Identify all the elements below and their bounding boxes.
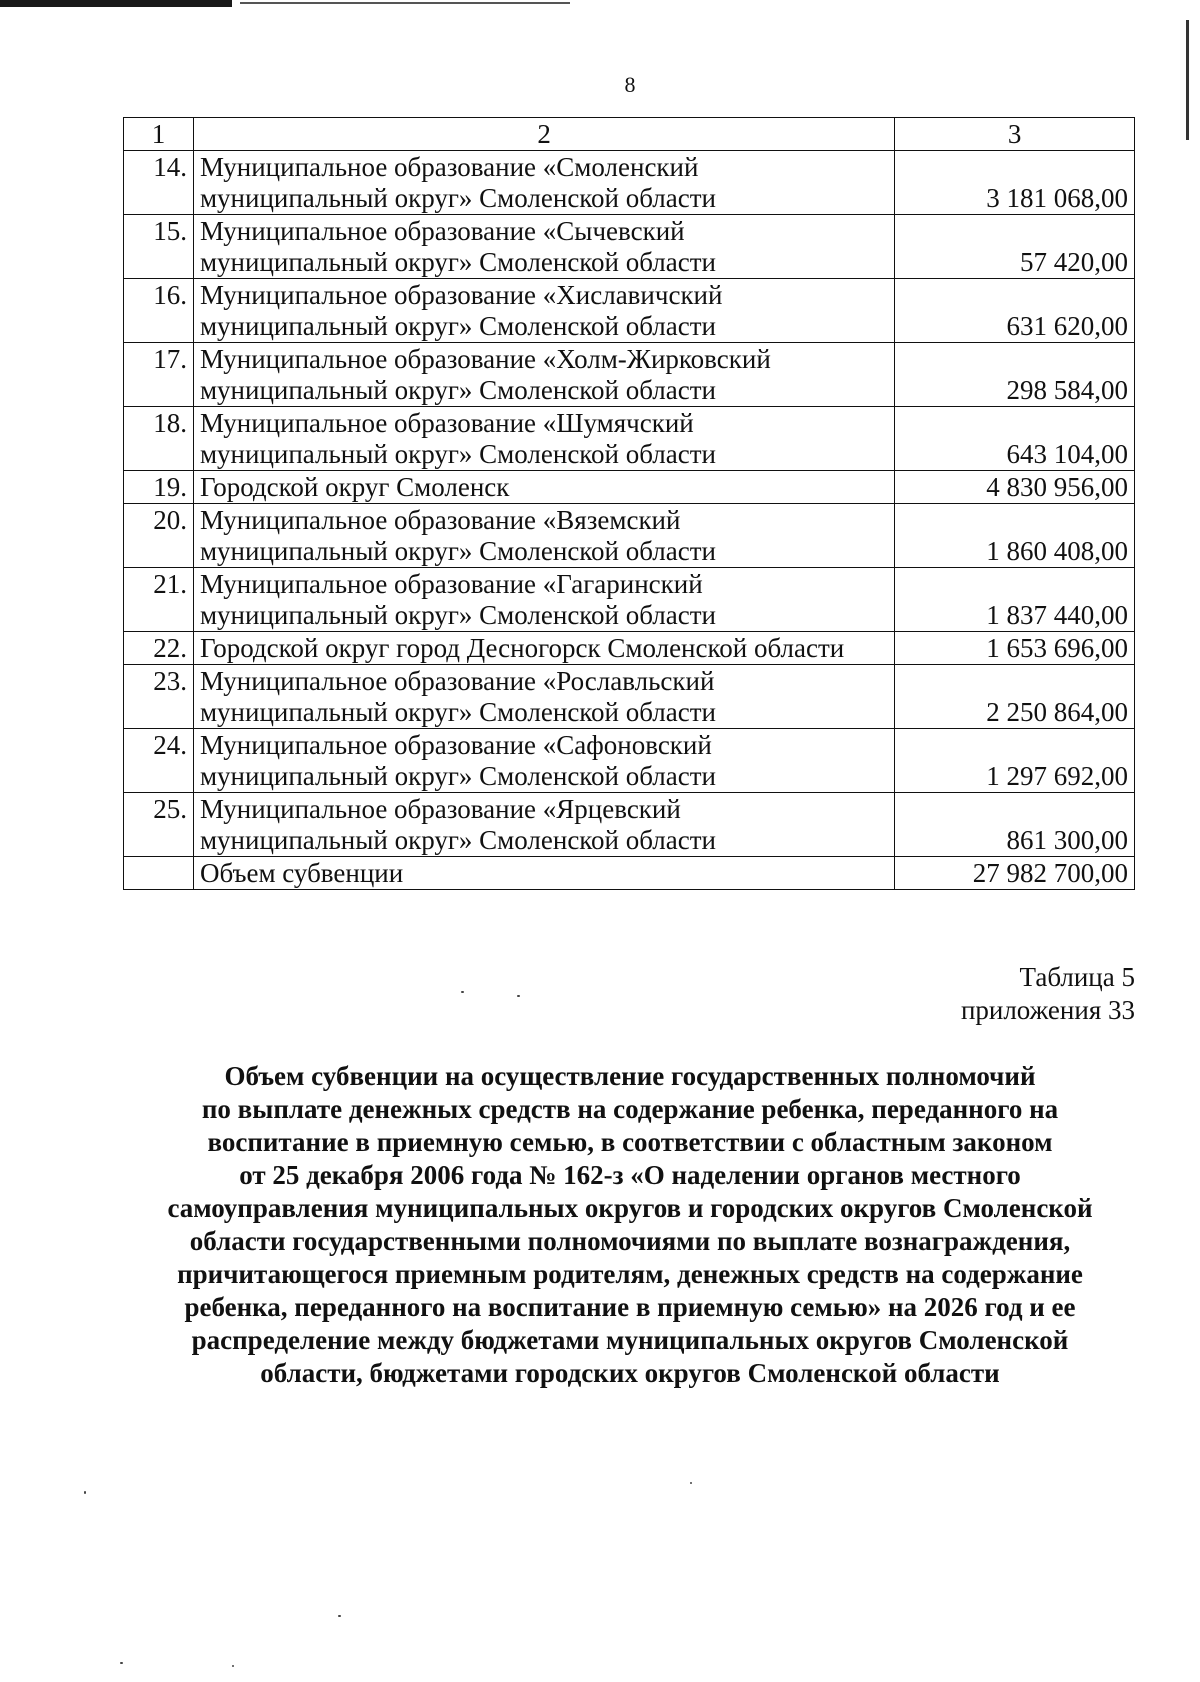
row-number: 23.	[124, 665, 194, 729]
table-row	[124, 504, 1135, 568]
table-row	[124, 279, 1135, 343]
row-number: 19.	[124, 471, 194, 504]
municipality-name-line1: Муниципальное образование «Шумячский	[199, 408, 694, 438]
row-number: 14.	[124, 151, 194, 215]
scan-speck	[690, 1482, 692, 1484]
section-title-line: по выплате денежных средств на содержание ребенка, переданного на	[201, 1094, 1059, 1124]
scan-speck	[461, 991, 464, 993]
municipality-name	[193, 729, 894, 793]
municipality-name-line2: муниципальный округ» Смоленской области	[199, 439, 716, 469]
scan-speck	[517, 995, 520, 997]
subvention-amount: 1 837 440,00	[895, 568, 1135, 632]
subvention-amount: 631 620,00	[895, 279, 1135, 343]
section-title-line: Объем субвенции на осуществление государственных полномочий	[224, 1061, 1036, 1091]
section-title	[120, 1060, 1140, 1390]
section-title-line: ребенка, переданного на воспитание в приемную семью» на 2026 год и ее	[184, 1292, 1076, 1322]
subvention-amount: 57 420,00	[895, 215, 1135, 279]
municipality-name-line1: Муниципальное образование «Вяземский	[199, 505, 681, 535]
subvention-amount: 4 830 956,00	[895, 471, 1135, 504]
municipality-name-line1: Муниципальное образование «Гагаринский	[199, 569, 703, 599]
municipality-name-line1: Муниципальное образование «Рославльский	[199, 666, 715, 696]
municipality-name-line2: муниципальный округ» Смоленской области	[199, 825, 716, 855]
municipality-name	[193, 279, 894, 343]
municipality-name-line2: муниципальный округ» Смоленской области	[199, 375, 716, 405]
table-row	[124, 343, 1135, 407]
municipality-name-line1: Муниципальное образование «Ярцевский	[199, 794, 681, 824]
row-number: 15.	[124, 215, 194, 279]
section-title-line: области государственными полномочиями по выплате вознаграждения,	[189, 1226, 1071, 1256]
section-title-line: причитающегося приемным родителям, денежных средств на содержание	[177, 1259, 1083, 1289]
caption-appendix-number: приложения 33	[960, 995, 1135, 1025]
scan-speck	[120, 1662, 123, 1664]
subvention-table	[123, 117, 1135, 890]
scan-speck	[232, 1665, 234, 1667]
row-number: 20.	[124, 504, 194, 568]
municipality-name	[193, 793, 894, 857]
municipality-name-line1: Городской округ Смоленск	[199, 472, 510, 502]
municipality-name-line1: Муниципальное образование «Сычевский	[199, 216, 685, 246]
row-number: 16.	[124, 279, 194, 343]
row-number: 25.	[124, 793, 194, 857]
subvention-amount: 861 300,00	[895, 793, 1135, 857]
section-title-line: от 25 декабря 2006 года № 162-з «О наделении органов местного	[239, 1160, 1021, 1190]
municipality-name	[193, 151, 894, 215]
scan-speck	[338, 1615, 341, 1617]
section-title-line: области, бюджетами городских округов Смоленской области	[260, 1358, 1000, 1388]
municipality-name	[193, 343, 894, 407]
section-title-line: самоуправления муниципальных округов и городских округов Смоленской	[167, 1193, 1093, 1223]
page-number: 8	[624, 72, 636, 97]
municipality-name	[193, 632, 894, 665]
scan-artifact-top-line	[240, 2, 570, 4]
municipality-name-line2: муниципальный округ» Смоленской области	[199, 536, 716, 566]
municipality-name	[193, 504, 894, 568]
municipality-name	[193, 471, 894, 504]
table-header-row	[124, 118, 1135, 151]
header-cell-2: 2	[193, 118, 894, 151]
municipality-name-line1: Муниципальное образование «Смоленский	[199, 152, 699, 182]
subvention-amount: 643 104,00	[895, 407, 1135, 471]
municipality-name	[193, 215, 894, 279]
table-row	[124, 632, 1135, 665]
municipality-name-line1: Муниципальное образование «Хиславичский	[199, 280, 723, 310]
municipality-name-line1: Муниципальное образование «Холм-Жирковский	[199, 344, 771, 374]
section-title-line: воспитание в приемную семью, в соответствии с областным законом	[207, 1127, 1053, 1157]
header-cell-1: 1	[124, 118, 194, 151]
table-row	[124, 793, 1135, 857]
table-row	[124, 151, 1135, 215]
municipality-name-line2: муниципальный округ» Смоленской области	[199, 311, 716, 341]
scan-speck	[84, 1491, 86, 1494]
municipality-name-line2: муниципальный округ» Смоленской области	[199, 183, 716, 213]
section-title-line: распределение между бюджетами муниципальных округов Смоленской	[191, 1325, 1069, 1355]
subvention-amount: 3 181 068,00	[895, 151, 1135, 215]
municipality-name-line2: муниципальный округ» Смоленской области	[199, 247, 716, 277]
municipality-name-line1: Муниципальное образование «Сафоновский	[199, 730, 712, 760]
row-number: 17.	[124, 343, 194, 407]
table-row	[124, 215, 1135, 279]
subvention-amount: 1 297 692,00	[895, 729, 1135, 793]
caption-table-number: Таблица 5	[1019, 962, 1135, 992]
total-label: Объем субвенции	[193, 857, 894, 890]
total-row-number-cell	[124, 857, 194, 890]
municipality-name	[193, 407, 894, 471]
table-row	[124, 471, 1135, 504]
table-row	[124, 729, 1135, 793]
municipality-name-line2: муниципальный округ» Смоленской области	[199, 697, 716, 727]
table-row	[124, 568, 1135, 632]
subvention-amount: 2 250 864,00	[895, 665, 1135, 729]
subvention-amount: 298 584,00	[895, 343, 1135, 407]
municipality-name-line2: муниципальный округ» Смоленской области	[199, 600, 716, 630]
row-number: 18.	[124, 407, 194, 471]
subvention-amount: 1 653 696,00	[895, 632, 1135, 665]
scan-artifact-top-bar	[0, 0, 232, 7]
table-row	[124, 665, 1135, 729]
table-caption	[961, 961, 1135, 1027]
municipality-name	[193, 665, 894, 729]
row-number: 21.	[124, 568, 194, 632]
total-row	[124, 857, 1135, 890]
header-cell-3: 3	[895, 118, 1135, 151]
municipality-name	[193, 568, 894, 632]
row-number: 22.	[124, 632, 194, 665]
row-number: 24.	[124, 729, 194, 793]
municipality-name-line1: Городской округ город Десногорск Смоленской области	[199, 633, 845, 663]
table-row	[124, 407, 1135, 471]
municipality-name-line2: муниципальный округ» Смоленской области	[199, 761, 716, 791]
total-amount: 27 982 700,00	[895, 857, 1135, 890]
subvention-amount: 1 860 408,00	[895, 504, 1135, 568]
